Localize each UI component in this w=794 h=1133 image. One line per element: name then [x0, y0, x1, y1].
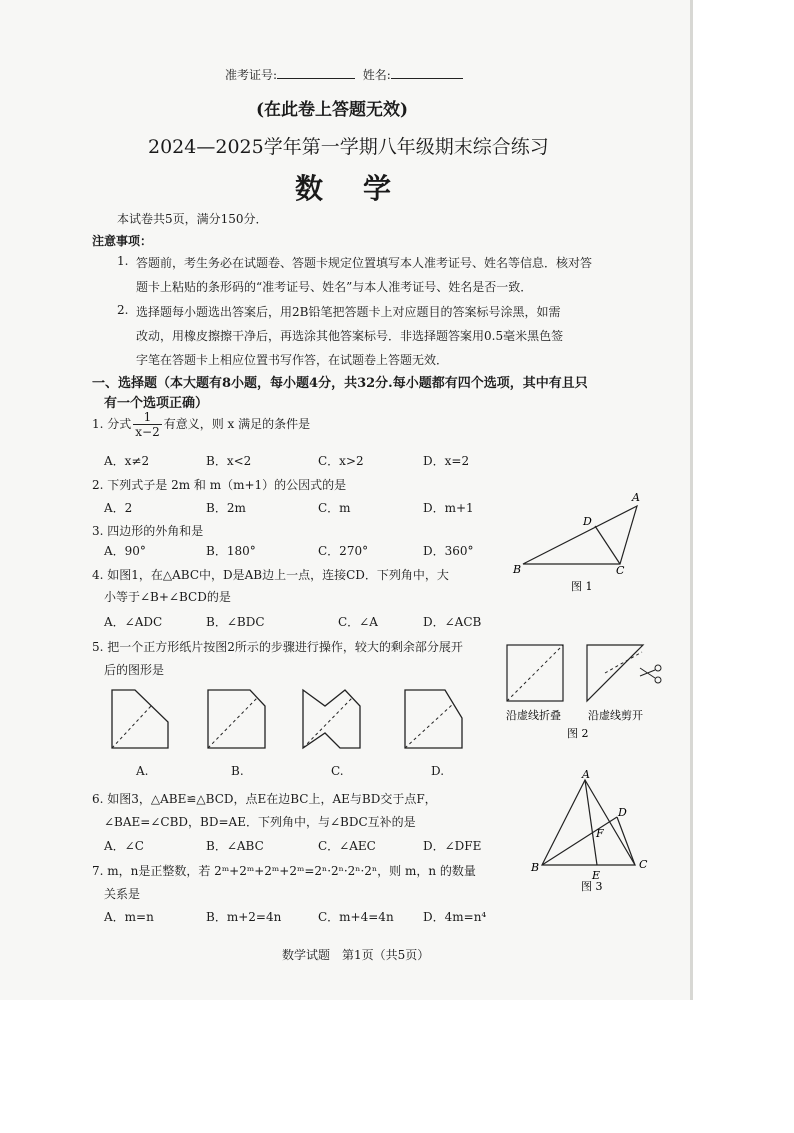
q3-option-b: B．180°	[206, 544, 256, 558]
q6-option-a: A．∠C	[104, 839, 144, 853]
fig1-label-d: D	[583, 515, 592, 528]
q5-option-d: D.	[431, 764, 445, 778]
name-label: 姓名:	[362, 68, 391, 82]
fig2-step2-label: 沿虚线剪开	[588, 709, 643, 722]
q7-option-c: C．m+4=4n	[318, 910, 394, 924]
question-1-prefix: 1. 分式	[92, 417, 132, 431]
candidate-info-line	[225, 66, 463, 83]
page-footer: 数学试题 第1页（共5页）	[282, 948, 430, 962]
q5-shape-a	[112, 690, 168, 748]
fraction-numerator: 1	[133, 410, 161, 425]
q4-option-d: D．∠ACB	[423, 615, 482, 629]
fig1-caption: 图 1	[571, 580, 593, 593]
exam-id-label: 准考证号:	[225, 68, 278, 82]
segment-cd	[595, 526, 620, 564]
fig2-step1-label: 沿虚线折叠	[506, 709, 561, 722]
q5-shape-d	[405, 690, 462, 748]
question-7-stem-line-1: 7. m，n是正整数，若 2ᵐ+2ᵐ+2ᵐ+2ᵐ=2ⁿ·2ⁿ·2ⁿ·2ⁿ，则 m，n 的数量	[92, 864, 476, 878]
q1-option-d: D．x=2	[423, 454, 470, 468]
q3-option-c: C．270°	[318, 544, 369, 558]
fig2-cut-line	[605, 652, 642, 673]
q6-option-c: C．∠AEC	[318, 839, 376, 853]
q3-option-d: D．360°	[423, 544, 474, 558]
fig2-folded-triangle	[587, 645, 643, 701]
q2-option-d: D．m+1	[423, 501, 474, 515]
triangle-abc	[523, 506, 637, 564]
fig2-fold-line	[507, 645, 563, 701]
fig2-caption: 图 2	[567, 727, 589, 740]
question-1-stem	[92, 410, 310, 439]
question-7-stem-line-2: 关系是	[104, 887, 141, 901]
section-heading-line-1: 一、选择题（本大题有8小题，每小题4分，共32分.每小题都有四个选项，其中有且只	[92, 376, 588, 391]
question-6-stem-line-1: 6. 如图3，△ABE≌△BCD，点E在边BC上，AE与BD交于点F，	[92, 792, 437, 806]
q1-option-c: C．x>2	[318, 454, 364, 468]
q3-option-a: A．90°	[104, 544, 146, 558]
sheet-edge	[690, 0, 693, 1000]
q5-option-b: B.	[231, 764, 244, 778]
scissors-icon	[640, 665, 661, 683]
question-1-fraction	[133, 410, 161, 439]
invalid-notice: (在此卷上答题无效)	[256, 100, 409, 120]
q7-option-b: B．m+2=4n	[206, 910, 282, 924]
fig1-label-c: C	[616, 564, 625, 577]
fig3-label-b: B	[531, 861, 540, 874]
question-6-stem-line-2: ∠BAE=∠CBD，BD=AE．下列角中，与∠BDC互补的是	[104, 815, 416, 829]
segment-dc	[617, 817, 635, 865]
fig1-label-b: B	[513, 563, 522, 576]
segment-bd	[542, 817, 617, 865]
name-blank	[391, 66, 463, 79]
fig3-label-f: F	[596, 827, 604, 840]
fig3-label-d: D	[618, 806, 627, 819]
segment-ae	[585, 780, 597, 865]
q7-option-d: D．4m=n⁴	[423, 910, 487, 924]
figure-2	[500, 640, 680, 745]
fig1-label-a: A	[632, 491, 640, 504]
question-1-suffix: 有意义，则 x 满足的条件是	[163, 417, 311, 431]
note-1-line-2: 题卡上粘贴的条形码的“准考证号、姓名”与本人准考证号、姓名是否一致．	[136, 280, 533, 294]
q4-option-b: B．∠BDC	[206, 615, 265, 629]
subject-title: 数 学	[295, 172, 398, 205]
note-2-line-2: 改动，用橡皮擦擦干净后，再选涂其他答案标号．非选择题答案用0.5毫米黑色签	[136, 329, 564, 343]
fig3-label-a: A	[582, 768, 590, 781]
fig3-caption: 图 3	[581, 880, 603, 893]
q5-option-c: C.	[331, 764, 344, 778]
q6-option-d: D．∠DFE	[423, 839, 482, 853]
q6-option-b: B．∠ABC	[206, 839, 264, 853]
triangle-abc	[542, 780, 635, 865]
q2-option-a: A．2	[104, 501, 133, 515]
question-4-stem-line-1: 4. 如图1，在△ABC中，D是AB边上一点，连接CD．下列角中，大	[92, 568, 449, 582]
intro-text: 本试卷共5页，满分150分．	[117, 212, 268, 226]
note-2-line-1: 选择题每小题选出答案后，用2B铅笔把答题卡上对应题目的答案标号涂黑，如需	[136, 305, 561, 319]
note-1-num: 1.	[117, 254, 129, 268]
q4-option-a: A．∠ADC	[104, 615, 163, 629]
fig3-label-e: E	[592, 869, 601, 882]
exam-title: 2024—2025学年第一学期八年级期末综合练习	[148, 136, 549, 158]
q1-option-a: A．x≠2	[104, 454, 150, 468]
question-4-stem-line-2: 小等于∠B+∠BCD的是	[104, 590, 231, 604]
q5-shape-c	[303, 690, 360, 748]
q4-option-c: C．∠A	[338, 615, 378, 629]
q7-option-a: A．m=n	[104, 910, 154, 924]
figure-3	[525, 765, 655, 893]
note-2-num: 2.	[117, 303, 129, 317]
question-2-stem: 2. 下列式子是 2m 和 m（m+1）的公因式的是	[92, 478, 347, 492]
fig3-label-c: C	[639, 858, 648, 871]
q2-option-b: B．2m	[206, 501, 246, 515]
fraction-denominator: x−2	[135, 425, 160, 439]
figure-1	[505, 485, 655, 595]
q5-option-shapes	[100, 688, 480, 752]
q5-option-a: A.	[136, 764, 149, 778]
notes-title: 注意事项：	[92, 234, 153, 248]
exam-id-blank	[277, 66, 355, 79]
question-5-stem-line-1: 5. 把一个正方形纸片按图2所示的步骤进行操作，较大的剩余部分展开	[92, 640, 463, 654]
q2-option-c: C．m	[318, 501, 351, 515]
note-2-line-3: 字笔在答题卡上相应位置书写作答，在试题卷上答题无效．	[136, 353, 449, 367]
note-1-line-1: 答题前，考生务必在试题卷、答题卡规定位置填写本人准考证号、姓名等信息．核对答	[136, 256, 593, 270]
question-5-stem-line-2: 后的图形是	[104, 663, 165, 677]
question-3-stem: 3. 四边形的外角和是	[92, 524, 204, 538]
q5-shape-b	[208, 690, 265, 748]
section-heading-line-2: 有一个选项正确）	[104, 396, 209, 411]
q1-option-b: B．x<2	[206, 454, 252, 468]
